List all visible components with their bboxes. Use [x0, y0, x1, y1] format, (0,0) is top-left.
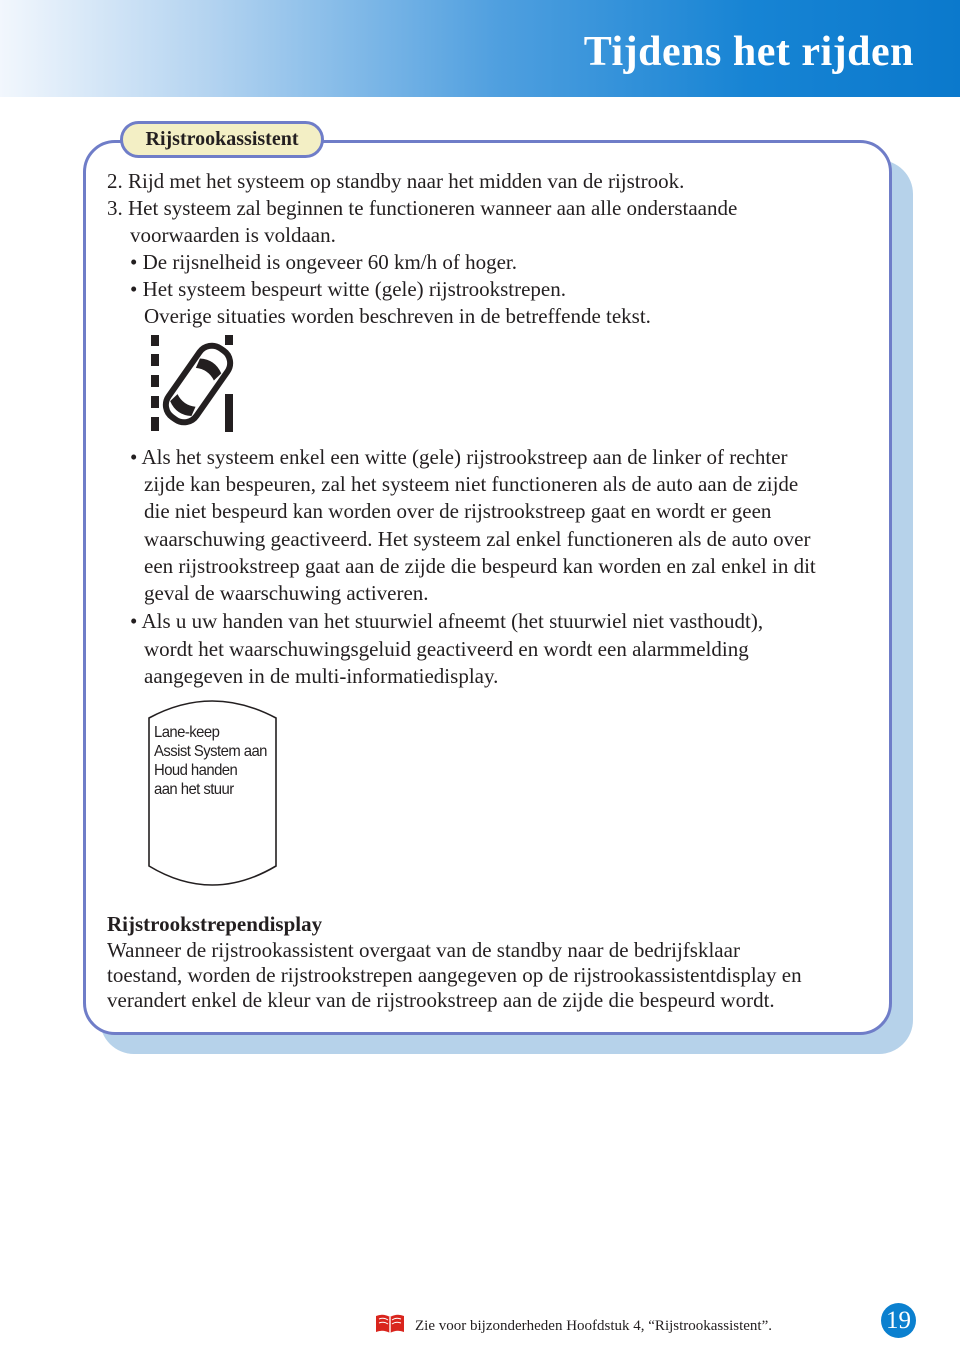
- display-line: Assist System aan: [154, 743, 267, 760]
- page-title: Tijdens het rijden: [583, 29, 914, 75]
- bullet-single-line-6: geval de waarschuwing activeren.: [144, 581, 429, 605]
- bullet-hands-off-3: aangegeven in de multi-informatiedisplay.: [144, 664, 499, 688]
- bullet-single-line-3: die niet bespeurd kan worden over de rijstrookstreep gaat en wordt er geen: [144, 499, 772, 523]
- bullet-single-line-4: waarschuwing geactiveerd. Het systeem zal enkel functioneren als de auto over: [144, 527, 811, 551]
- paragraph-line: Wanneer de rijstrookassistent overgaat van de standby naar de bedrijfsklaar: [107, 938, 740, 962]
- paragraph-line: verandert enkel de kleur van de rijstrookstreep aan de zijde die bespeurd wordt.: [107, 988, 775, 1012]
- open-book-icon: [375, 1313, 405, 1335]
- bullet-single-line-5: een rijstrookstreep gaat aan de zijde die bespeurd kan worden en zal enkel in dit: [144, 554, 816, 578]
- condition-speed: • De rijsnelheid is ongeveer 60 km/h of hoger.: [130, 250, 518, 274]
- bullet-single-line: • Als het systeem enkel een witte (gele) rijstrookstreep aan de linker of rechter: [130, 445, 788, 469]
- display-message: [154, 723, 267, 799]
- step-2-text: 2. Rijd met het systeem op standby naar het midden van de rijstrook.: [107, 169, 685, 193]
- bullet-hands-off: • Als u uw handen van het stuurwiel afneemt (het stuurwiel niet vasthoudt),: [130, 609, 764, 633]
- condition-note: Overige situaties worden beschreven in de betreffende tekst.: [144, 304, 651, 328]
- bullet-hands-off-2: wordt het waarschuwingsgeluid geactiveerd en wordt een alarmmelding: [144, 637, 749, 661]
- section-tab: Rijstrookassistent: [120, 121, 324, 158]
- condition-lines: • Het systeem bespeurt witte (gele) rijstrookstrepen.: [130, 277, 566, 301]
- step-3-text-cont: voorwaarden is voldaan.: [130, 223, 336, 247]
- page-number-badge: 19: [881, 1303, 916, 1338]
- bullet-single-line-2: zijde kan bespeuren, zal het systeem niet functioneren als de auto aan de zijde: [144, 472, 799, 496]
- lane-departure-icon: [146, 332, 242, 434]
- display-line: Houd handen: [154, 762, 238, 779]
- step-3-text: 3. Het systeem zal beginnen te functioneren wanneer aan alle onderstaande: [107, 196, 738, 220]
- page-header: [0, 0, 960, 97]
- subheading: Rijstrookstrependisplay: [107, 912, 323, 936]
- paragraph-line: toestand, worden de rijstrookstrepen aangegeven op de rijstrookassistentdisplay en: [107, 963, 802, 987]
- display-line: Lane-keep: [154, 724, 220, 741]
- display-line: aan het stuur: [154, 781, 234, 798]
- footer-reference: Zie voor bijzonderheden Hoofdstuk 4, “Rijstrookassistent”.: [415, 1318, 773, 1334]
